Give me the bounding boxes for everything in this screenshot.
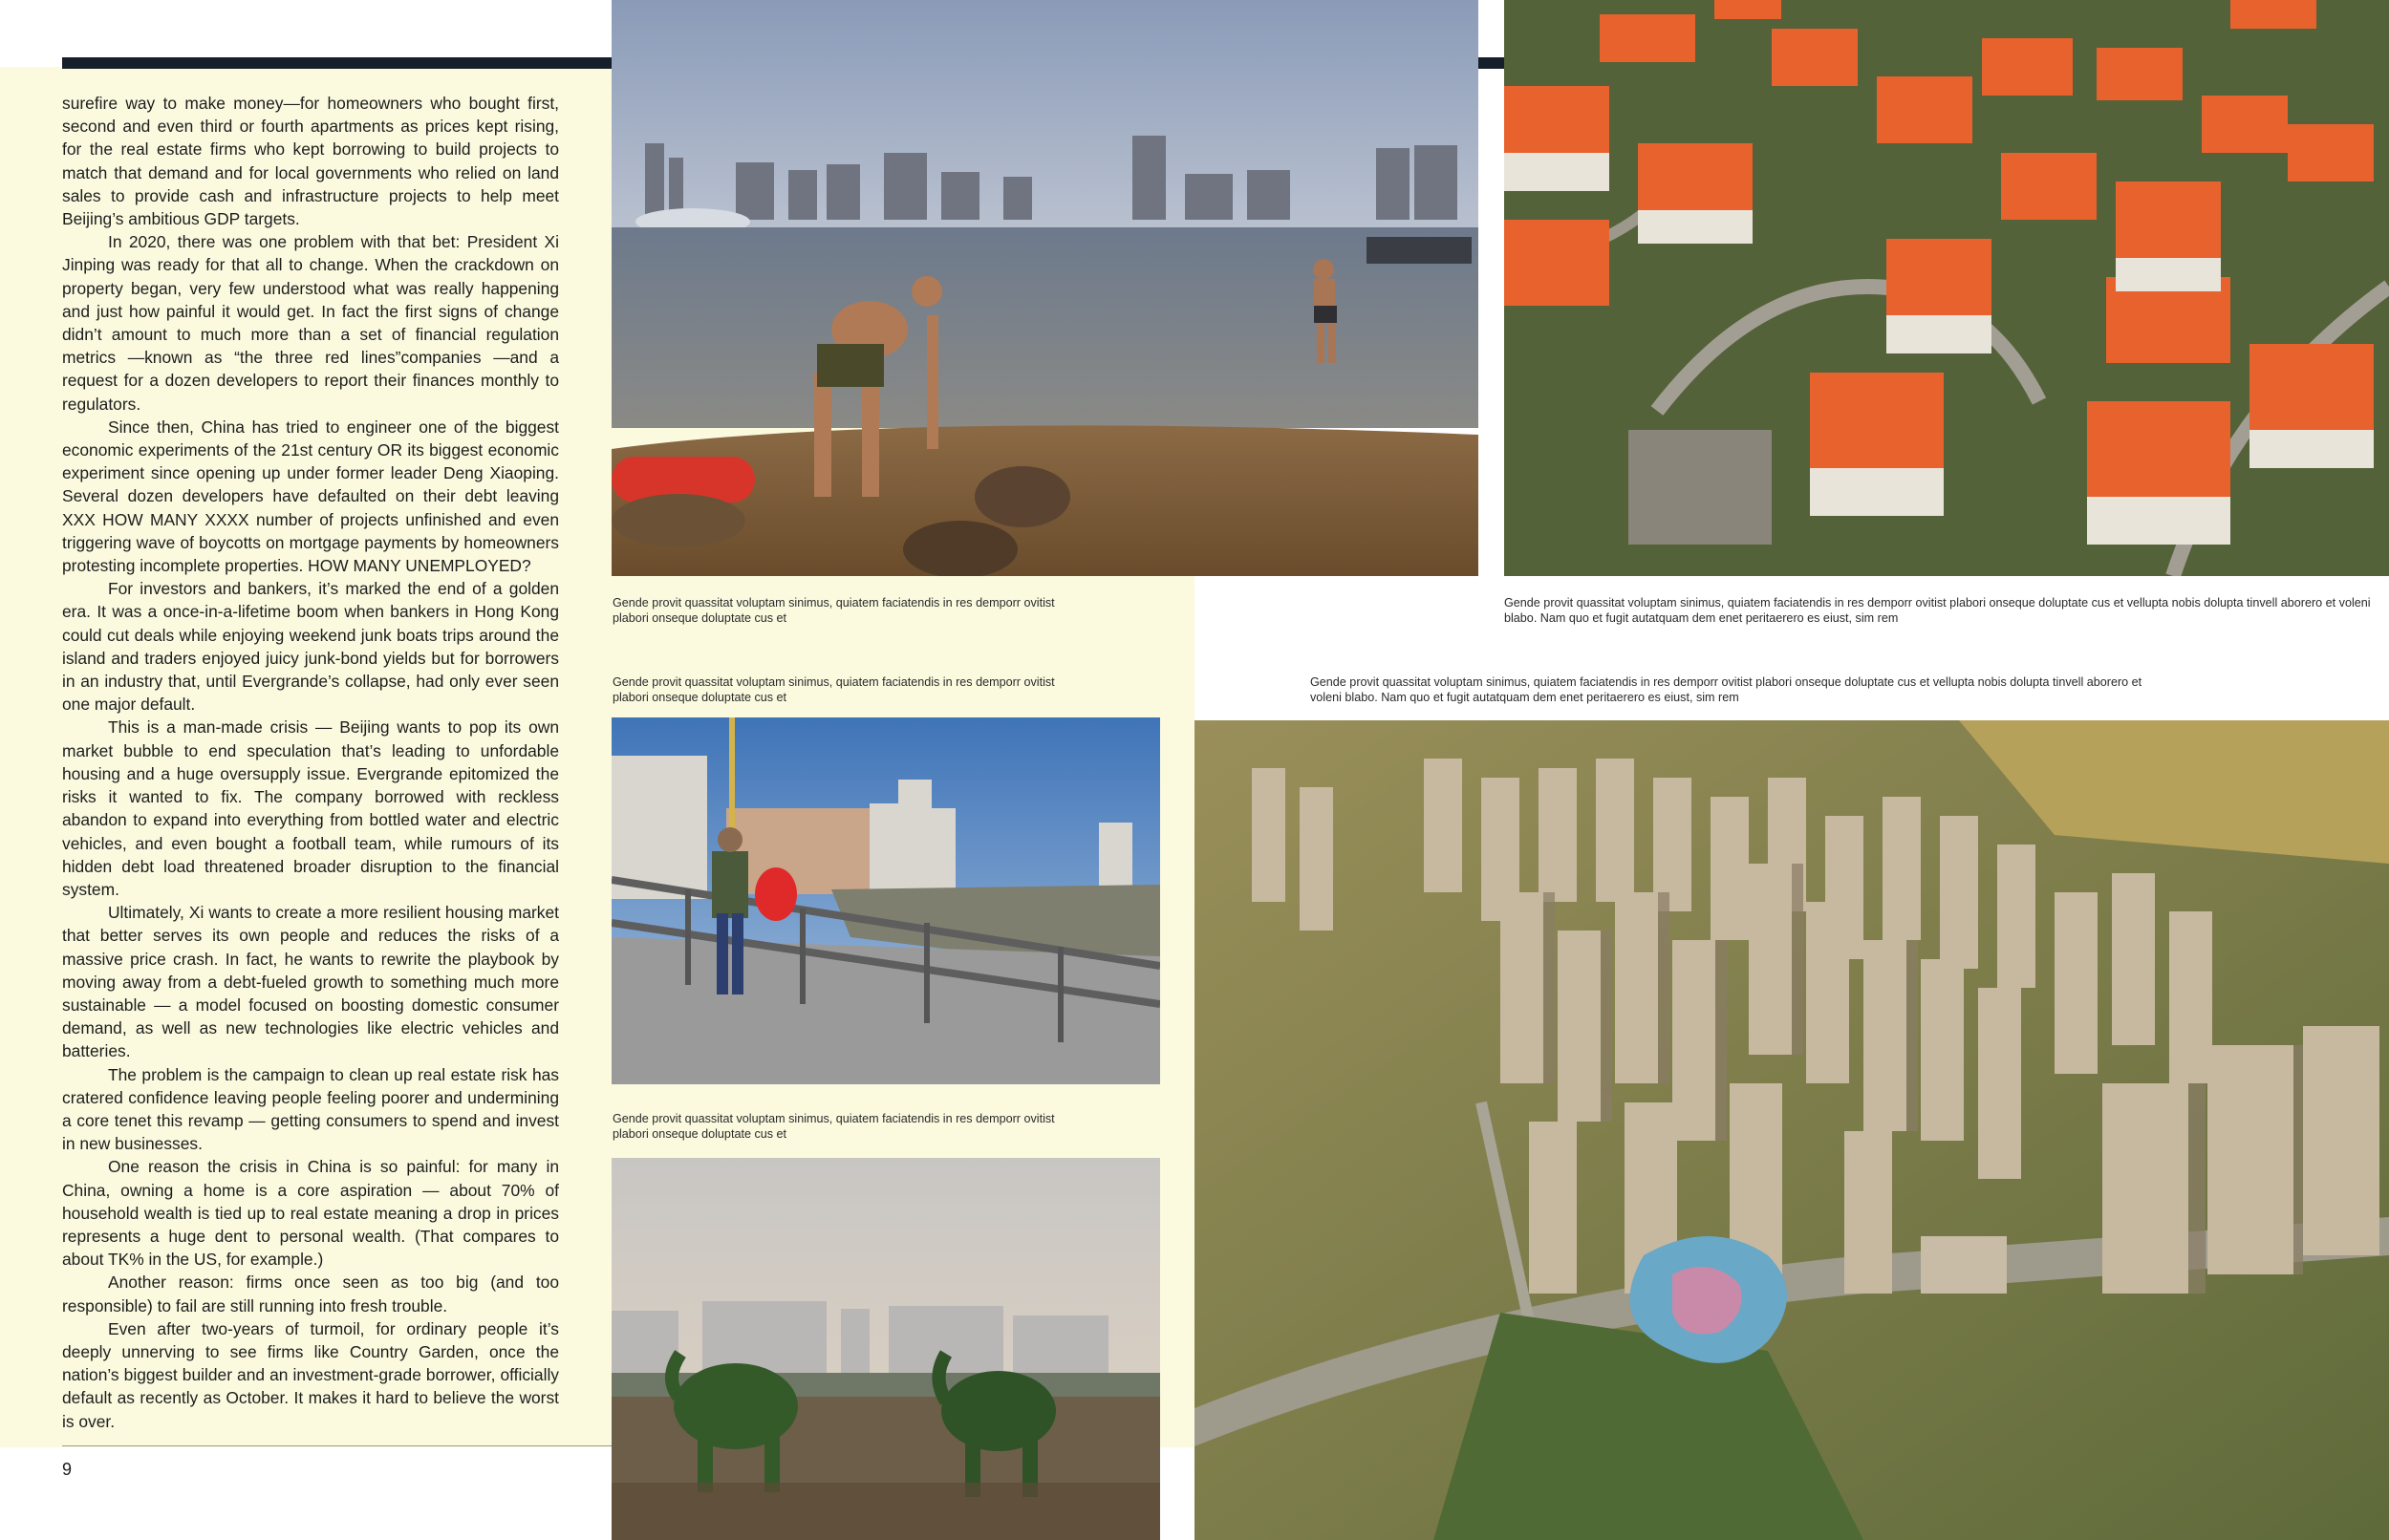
article-paragraph: This is a man-made crisis — Beijing wants to pop its own market bubble to end speculation that’s leading to unfordable housing and a huge oversupply issue. Evergrande epitomized the risks it wanted to fix. The company borrowed with reckless abandon to expand into everything from bottled water and electric vehicles, and even bought a football team, while rumours of its hidden debt load threatened broader disruption to the financial system. [62,717,559,899]
article-body [62,92,559,1433]
article-paragraph: Since then, China has tried to engineer one of the biggest economic experiments of the 21st century OR its biggest economic experiment since opening up under former leader Deng Xiaoping. Several dozen developers have defaulted on their debt leaving XXX HOW MANY XXXX number of projects unfinished and even triggering wave of boycotts on mortgage payments by homeowners protesting incomplete properties. HOW MANY UNEMPLOYED? [62,417,559,576]
article-paragraph: Even after two-years of turmoil, for ordinary people it’s deeply unnerving to see firms like Country Garden, once the nation’s biggest builder and an investment-grade borrower, officially default as recently as October. It makes it hard to believe the worst is over. [62,1318,559,1431]
article-paragraph: surefire way to make money—for homeowners who bought first, second and even third or fourth apartments as prices kept rising, for the real estate firms who kept borrowing to build projects to match that demand and for local governments who relied on land sales to provide cash and infrastructure projects to help meet Beijing’s ambitious GDP targets. [62,94,559,229]
photo-aerial-towers [1194,720,2389,1540]
article-paragraph: For investors and bankers, it’s marked the end of a golden era. It was a once-in-a-lifetime boom when bankers in Hong Kong could cut deals while enjoying weekend junk boats trips around the island and traders enjoyed juicy junk-bond yields but for borrowers in an industry that, until Evergrande’s collapse, had only ever seen one major default. [62,579,559,715]
photo-beach-swimmers [612,0,1478,576]
page-number: 9 [62,1460,73,1479]
footer-rule [62,1445,612,1446]
caption-beach: Gende provit quassitat voluptam sinimus, quiatem faciatendis in res demporr ovitist plabori onseque doluptate cus et [613,596,1055,625]
caption-towers: Gende provit quassitat voluptam sinimus, quiatem faciatendis in res demporr ovitist plabori onseque doluptate cus et vellupta nobis dolupta tinvell aborero et voleni blabo. Nam quo et fugit autatquam dem enet peritaerero es eiust, sim rem [1310,675,2142,704]
caption-elephants: Gende provit quassitat voluptam sinimus, quiatem faciatendis in res demporr ovitist plabori onseque doluptate cus et [613,1112,1055,1141]
caption-bridge: Gende provit quassitat voluptam sinimus, quiatem faciatendis in res demporr ovitist plabori onseque doluptate cus et [613,675,1055,704]
article-paragraph: Another reason: firms once seen as too big (and too responsible) to fail are still running into fresh trouble. [62,1273,559,1315]
article-paragraph: In 2020, there was one problem with that bet: President Xi Jinping was ready for that all to change. When the crackdown on property began, very few understood what was really happening and just how painful it would get. In fact the first signs of change didn’t amount to much more than a set of financial regulation metrics —known as “the three red lines”companies —and a request for a dozen developers to report their finances monthly to regulators. [62,232,559,414]
caption-villas: Gende provit quassitat voluptam sinimus, quiatem faciatendis in res demporr ovitist plabori onseque doluptate cus et vellupta nobis dolupta tinvell aborero et voleni blabo. Nam quo et fugit autatquam dem enet peritaerero es eiust, sim rem [1504,596,2371,625]
photo-bridge-walker [612,717,1160,1084]
photo-aerial-villas [1504,0,2389,576]
article-paragraph: The problem is the campaign to clean up real estate risk has cratered confidence leaving people feeling poorer and undermining a core tenet this revamp — getting consumers to spend and invest in new businesses. [62,1064,559,1154]
photo-topiary-elephants [612,1158,1160,1540]
article-paragraph: One reason the crisis in China is so painful: for many in China, owning a home is a core aspiration — about 70% of household wealth is tied up to real estate meaning a drop in prices represents a huge dent to personal wealth. (That compares to about TK% in the US, for example.) [62,1157,559,1270]
article-paragraph: Ultimately, Xi wants to create a more resilient housing market that better serves its own people and reduces the risks of a massive price crash. In fact, he wants to rewrite the playbook by moving away from a debt-fueled growth to something much more sustainable — a model focused on boosting domestic consumer demand, as well as new technologies like electric vehicles and batteries. [62,903,559,1061]
